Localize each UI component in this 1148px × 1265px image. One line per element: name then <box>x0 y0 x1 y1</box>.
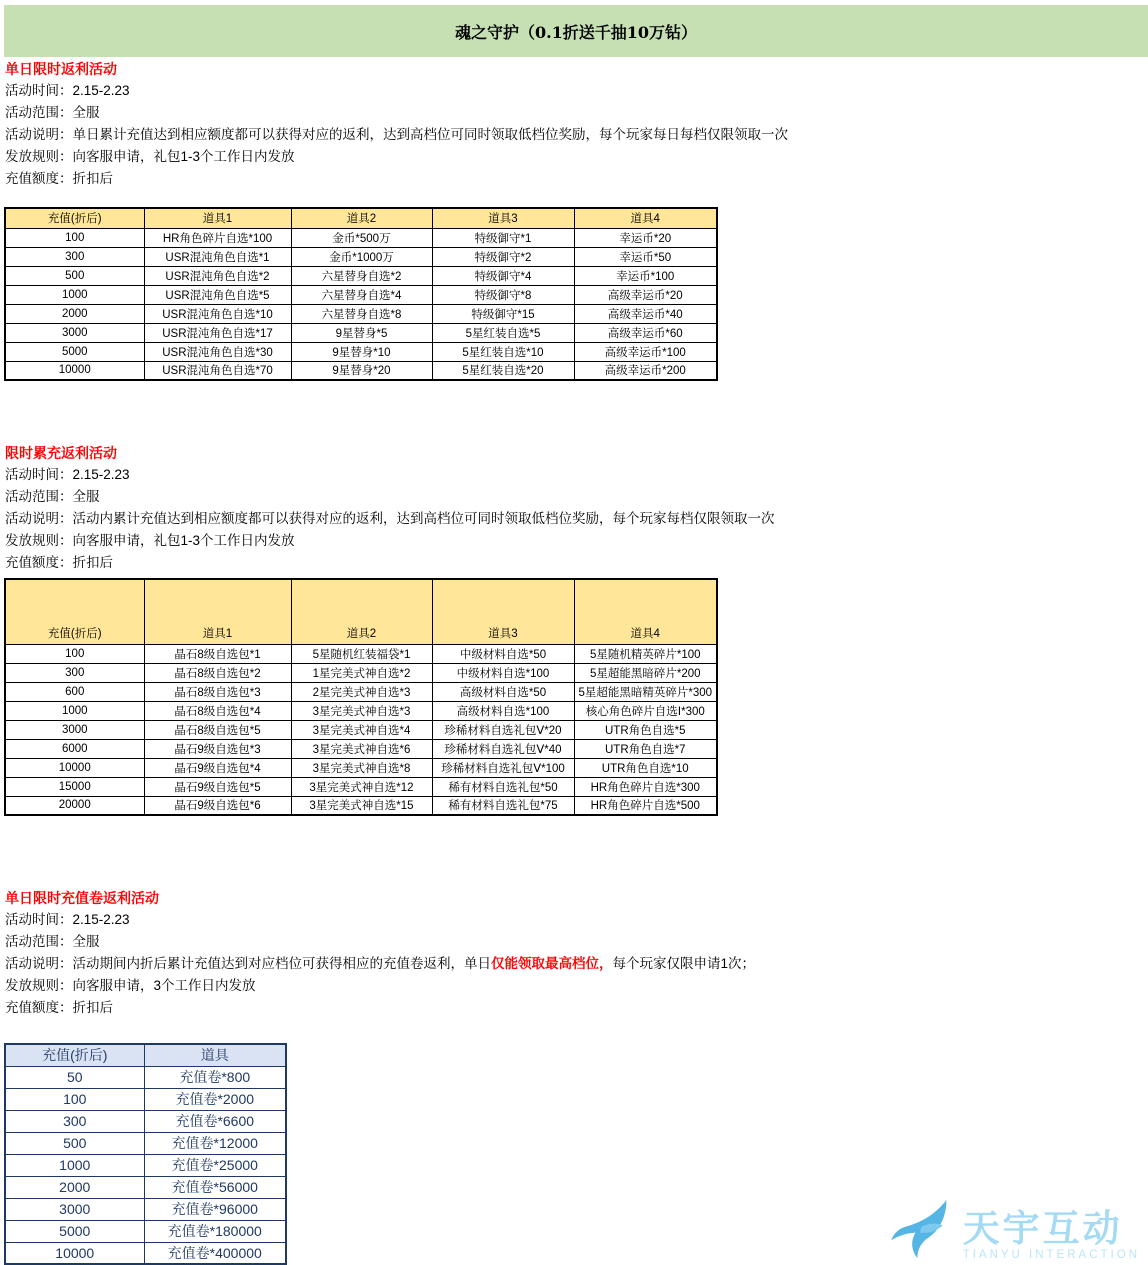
table-row <box>5 777 717 796</box>
table-cell: 特级御守*1 <box>432 228 574 247</box>
table-row <box>5 701 717 720</box>
table-cell: 晶石8级自选包*3 <box>144 682 291 701</box>
table-cell: 充值卷*96000 <box>144 1198 286 1220</box>
section-title: 单日限时返利活动 <box>5 61 117 77</box>
table-cell: 3星完美式神自选*15 <box>291 796 432 815</box>
table-cell: USR混沌角色自选*2 <box>144 266 291 285</box>
section-info-lines <box>5 909 1148 1019</box>
table-cell: 1000 <box>5 701 144 720</box>
table-cell: 9星替身*20 <box>291 361 432 380</box>
table-cell: 3000 <box>5 1198 144 1220</box>
section-voucher-rebate <box>5 887 1148 1019</box>
info-line <box>5 997 1148 1019</box>
table-cell: HR角色碎片自选*300 <box>574 777 717 796</box>
table-cell: 10000 <box>5 361 144 380</box>
table-cell: 10000 <box>5 758 144 777</box>
table-cell: 晶石8级自选包*5 <box>144 720 291 739</box>
section-title: 限时累充返利活动 <box>5 445 117 461</box>
table-cell: 1000 <box>5 285 144 304</box>
table-cell: 珍稀材料自选礼包Ⅴ*100 <box>432 758 574 777</box>
section-cumulative-rebate <box>5 442 1148 574</box>
section-info-lines <box>5 80 1148 190</box>
table-cell: 充值卷*800 <box>144 1066 286 1088</box>
info-text: 活动说明：活动期间内折后累计充值达到对应档位可获得相应的充值卷返利，单日 <box>5 956 491 971</box>
table-row <box>5 644 717 663</box>
column-header: 充值(折后) <box>5 579 144 644</box>
column-header: 充值(折后) <box>5 208 144 228</box>
table-cell: 晶石8级自选包*4 <box>144 701 291 720</box>
table-cell: 1000 <box>5 1154 144 1176</box>
table-cell: 充值卷*2000 <box>144 1088 286 1110</box>
bird-icon <box>889 1199 957 1259</box>
table-cell: 中级材料自选*50 <box>432 644 574 663</box>
table-cell: 充值卷*6600 <box>144 1110 286 1132</box>
table-cell: 稀有材料自选礼包*75 <box>432 796 574 815</box>
table-row <box>5 720 717 739</box>
info-line <box>5 124 1148 146</box>
table-cell: UTR角色自选*7 <box>574 739 717 758</box>
table-row <box>5 663 717 682</box>
info-text: 活动范围：全服 <box>5 489 100 504</box>
table-cell: 高级幸运币*100 <box>574 342 717 361</box>
info-text: 活动时间：2.15-2.23 <box>5 83 130 98</box>
table-cell: USR混沌角色自选*5 <box>144 285 291 304</box>
info-text: 充值额度：折扣后 <box>5 171 113 186</box>
table-row <box>5 247 717 266</box>
page-title: 魂之守护（0.1折送千抽10万钻） <box>454 22 698 42</box>
logo-subtitle: TIANYU INTERACTION <box>962 1248 1140 1261</box>
table-cell: 特级御守*4 <box>432 266 574 285</box>
table-row <box>5 758 717 777</box>
tianyu-logo <box>889 1199 1140 1261</box>
table-cell: 10000 <box>5 1242 144 1264</box>
table-cell: 六星替身自选*4 <box>291 285 432 304</box>
info-text: 发放规则：向客服申请，3个工作日内发放 <box>5 978 256 993</box>
table-cell: 金币*1000万 <box>291 247 432 266</box>
table-cell: 稀有材料自选礼包*50 <box>432 777 574 796</box>
table-cell: 300 <box>5 247 144 266</box>
table-cell: 高级幸运币*40 <box>574 304 717 323</box>
info-text: 活动范围：全服 <box>5 105 100 120</box>
table-cell: 9星替身*10 <box>291 342 432 361</box>
table-cell: 9星替身*5 <box>291 323 432 342</box>
table-cell: 50 <box>5 1066 144 1088</box>
table-cell: 5000 <box>5 342 144 361</box>
table-cell: 充值卷*56000 <box>144 1176 286 1198</box>
info-line <box>5 464 1148 486</box>
table-cell: 5星红装自选*20 <box>432 361 574 380</box>
table-cell: 3000 <box>5 720 144 739</box>
table-row <box>5 1154 286 1176</box>
table-row <box>5 1220 286 1242</box>
column-header: 充值(折后) <box>5 1044 144 1066</box>
table-cell: 3星完美式神自选*4 <box>291 720 432 739</box>
table-cell: 珍稀材料自选礼包Ⅴ*20 <box>432 720 574 739</box>
table-cell: 特级御守*15 <box>432 304 574 323</box>
table-row <box>5 1242 286 1264</box>
table-cell: 300 <box>5 663 144 682</box>
info-text: 活动时间：2.15-2.23 <box>5 467 130 482</box>
table-cell: USR混沌角色自选*1 <box>144 247 291 266</box>
info-text: 活动范围：全服 <box>5 934 100 949</box>
info-line <box>5 508 1148 530</box>
info-line <box>5 102 1148 124</box>
info-line <box>5 909 1148 931</box>
table-cell: 充值卷*400000 <box>144 1242 286 1264</box>
table-cell: 100 <box>5 644 144 663</box>
table-cell: 充值卷*12000 <box>144 1132 286 1154</box>
table-cell: 晶石9级自选包*5 <box>144 777 291 796</box>
info-line <box>5 975 1148 997</box>
table-cell: 100 <box>5 228 144 247</box>
table-cell: 幸运币*20 <box>574 228 717 247</box>
table-row <box>5 682 717 701</box>
column-header: 道具 <box>144 1044 286 1066</box>
table-cell: USR混沌角色自选*17 <box>144 323 291 342</box>
table-cell: HR角色碎片自选*500 <box>574 796 717 815</box>
column-header: 道具1 <box>144 208 291 228</box>
highlight-text: 仅能领取最高档位， <box>491 956 613 971</box>
table-cell: 5星超能黑暗精英碎片*300 <box>574 682 717 701</box>
table-cell: 核心角色碎片自选Ⅰ*300 <box>574 701 717 720</box>
table-cell: 2星完美式神自选*3 <box>291 682 432 701</box>
info-text: 活动说明：活动内累计充值达到相应额度都可以获得对应的返利，达到高档位可同时领取低档位奖励，每个玩家每档仅限领取一次 <box>5 511 775 526</box>
table-cell: 3000 <box>5 323 144 342</box>
column-header: 道具2 <box>291 579 432 644</box>
table-cell: USR混沌角色自选*30 <box>144 342 291 361</box>
table-cell: 5星随机红装福袋*1 <box>291 644 432 663</box>
table-cell: 幸运币*50 <box>574 247 717 266</box>
info-text: 活动说明：单日累计充值达到相应额度都可以获得对应的返利，达到高档位可同时领取低档位奖励，每个玩家每日每档仅限领取一次 <box>5 127 788 142</box>
table-cell: 高级材料自选*50 <box>432 682 574 701</box>
table-cell: 幸运币*100 <box>574 266 717 285</box>
table-row <box>5 342 717 361</box>
table-row <box>5 796 717 815</box>
table-cell: 3星完美式神自选*3 <box>291 701 432 720</box>
column-header: 道具3 <box>432 208 574 228</box>
info-line <box>5 486 1148 508</box>
table-cell: USR混沌角色自选*10 <box>144 304 291 323</box>
table-row <box>5 1088 286 1110</box>
table-cell: 500 <box>5 266 144 285</box>
table-row <box>5 323 717 342</box>
table-cell: USR混沌角色自选*70 <box>144 361 291 380</box>
table-cell: 特级御守*8 <box>432 285 574 304</box>
table-cell: 充值卷*180000 <box>144 1220 286 1242</box>
table-cell: UTR角色自选*10 <box>574 758 717 777</box>
table-row <box>5 304 717 323</box>
cumulative-rebate-table <box>4 578 718 816</box>
table-cell: 中级材料自选*100 <box>432 663 574 682</box>
header-row <box>5 208 717 228</box>
table-cell: 100 <box>5 1088 144 1110</box>
table-cell: 6000 <box>5 739 144 758</box>
info-line <box>5 953 1148 975</box>
table-cell: 5星随机精英碎片*100 <box>574 644 717 663</box>
table-row <box>5 1110 286 1132</box>
section-daily-rebate <box>5 58 1148 190</box>
table-cell: 六星替身自选*2 <box>291 266 432 285</box>
column-header: 道具4 <box>574 208 717 228</box>
table-cell: HR角色碎片自选*100 <box>144 228 291 247</box>
column-header: 道具4 <box>574 579 717 644</box>
table-cell: 300 <box>5 1110 144 1132</box>
info-text: 发放规则：向客服申请，礼包1-3个工作日内发放 <box>5 149 295 164</box>
table-row <box>5 266 717 285</box>
table-cell: 充值卷*25000 <box>144 1154 286 1176</box>
daily-rebate-table <box>4 207 718 381</box>
table-cell: 5星红装自选*10 <box>432 342 574 361</box>
table-row <box>5 1132 286 1154</box>
table-cell: 金币*500万 <box>291 228 432 247</box>
table-cell: 3星完美式神自选*6 <box>291 739 432 758</box>
info-text: 每个玩家仅限申请1次； <box>612 956 756 971</box>
table-cell: 2000 <box>5 304 144 323</box>
table-row <box>5 285 717 304</box>
logo-text-block <box>962 1207 1140 1262</box>
table-row <box>5 1066 286 1088</box>
info-line <box>5 931 1148 953</box>
table-cell: 特级御守*2 <box>432 247 574 266</box>
table-cell: 晶石8级自选包*1 <box>144 644 291 663</box>
info-text: 充值额度：折扣后 <box>5 1000 113 1015</box>
voucher-rebate-table <box>4 1043 287 1265</box>
info-line <box>5 530 1148 552</box>
table-cell: 珍稀材料自选礼包Ⅴ*40 <box>432 739 574 758</box>
table-cell: 2000 <box>5 1176 144 1198</box>
info-text: 活动时间：2.15-2.23 <box>5 912 130 927</box>
column-header: 道具2 <box>291 208 432 228</box>
column-header: 道具1 <box>144 579 291 644</box>
table-row <box>5 739 717 758</box>
table-cell: 晶石9级自选包*3 <box>144 739 291 758</box>
header-row <box>5 579 717 644</box>
info-text: 充值额度：折扣后 <box>5 555 113 570</box>
info-text: 发放规则：向客服申请，礼包1-3个工作日内发放 <box>5 533 295 548</box>
table-cell: 15000 <box>5 777 144 796</box>
table-cell: 高级材料自选*100 <box>432 701 574 720</box>
table-cell: UTR角色自选*5 <box>574 720 717 739</box>
table-cell: 5星超能黑暗碎片*200 <box>574 663 717 682</box>
table-cell: 高级幸运币*200 <box>574 361 717 380</box>
table-cell: 3星完美式神自选*8 <box>291 758 432 777</box>
table-cell: 5星红装自选*5 <box>432 323 574 342</box>
table-row <box>5 1198 286 1220</box>
table-cell: 高级幸运币*60 <box>574 323 717 342</box>
table-cell: 六星替身自选*8 <box>291 304 432 323</box>
table-cell: 600 <box>5 682 144 701</box>
table-cell: 20000 <box>5 796 144 815</box>
table-cell: 3星完美式神自选*12 <box>291 777 432 796</box>
table-cell: 晶石9级自选包*6 <box>144 796 291 815</box>
page-title-banner <box>4 5 1148 57</box>
info-line <box>5 168 1148 190</box>
table-cell: 高级幸运币*20 <box>574 285 717 304</box>
logo-name: 天宇互动 <box>962 1207 1123 1249</box>
section-title: 单日限时充值卷返利活动 <box>5 890 159 906</box>
table-cell: 500 <box>5 1132 144 1154</box>
info-line <box>5 146 1148 168</box>
table-cell: 晶石9级自选包*4 <box>144 758 291 777</box>
header-row <box>5 1044 286 1066</box>
info-line <box>5 80 1148 102</box>
column-header: 道具3 <box>432 579 574 644</box>
info-line <box>5 552 1148 574</box>
table-cell: 晶石8级自选包*2 <box>144 663 291 682</box>
table-row <box>5 228 717 247</box>
table-cell: 5000 <box>5 1220 144 1242</box>
section-info-lines <box>5 464 1148 574</box>
table-row <box>5 361 717 380</box>
table-row <box>5 1176 286 1198</box>
table-cell: 1星完美式神自选*2 <box>291 663 432 682</box>
